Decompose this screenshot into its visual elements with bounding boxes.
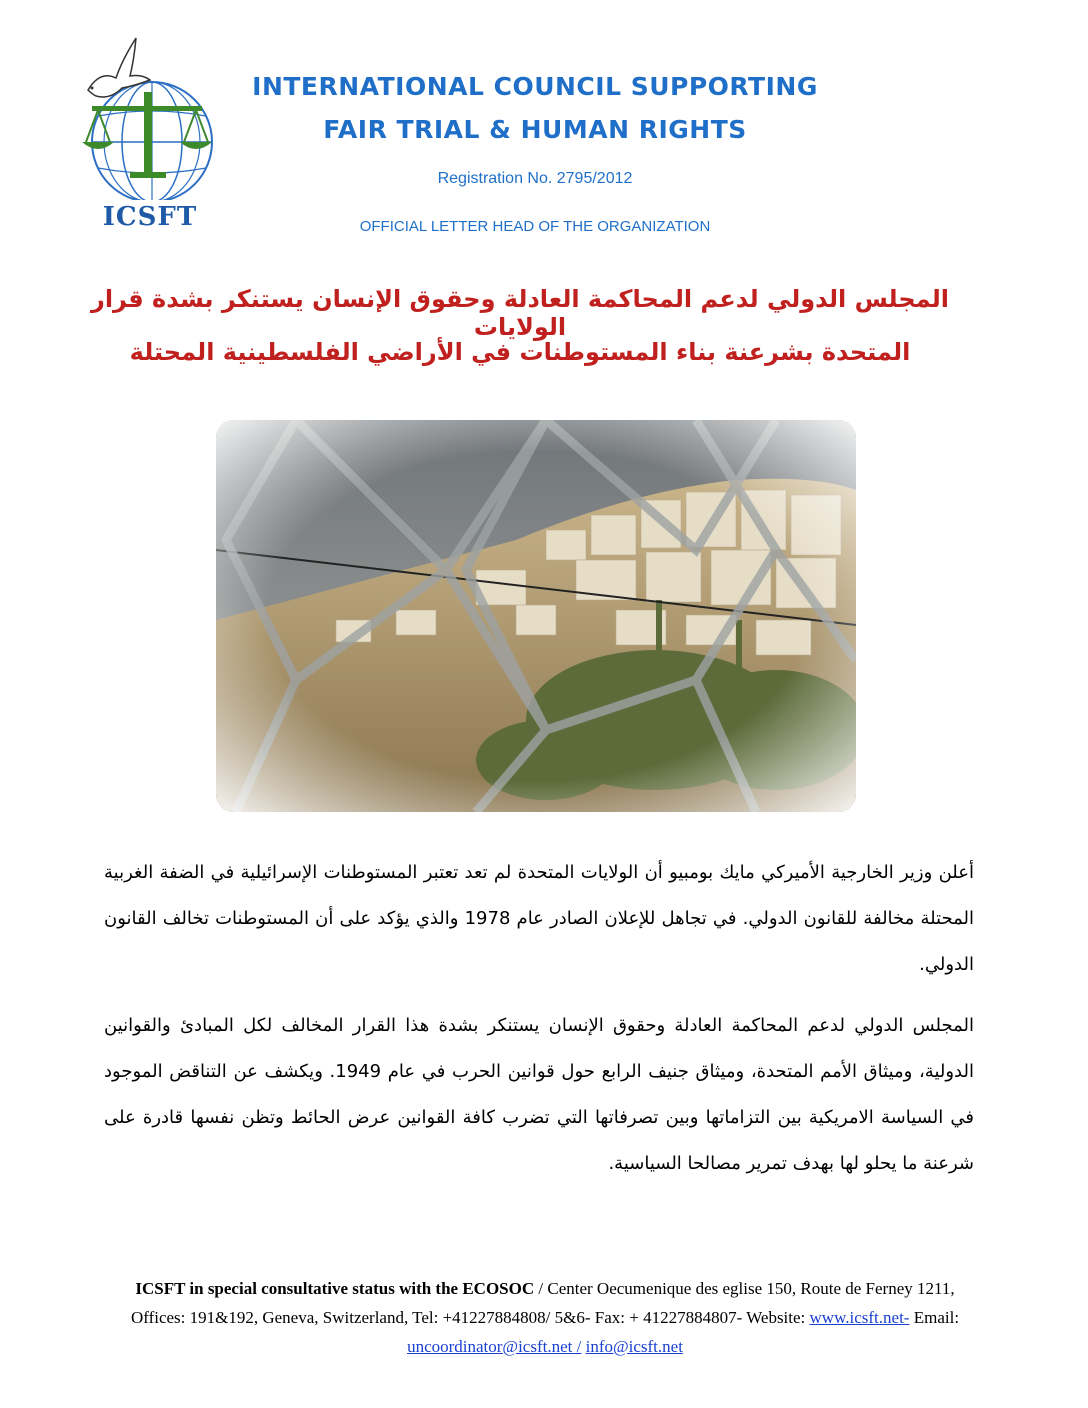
scales-of-justice-icon [82, 92, 212, 178]
footer-contact [130, 1274, 960, 1361]
logo-graphic [70, 30, 230, 200]
organization-name-line2: FAIR TRIAL & HUMAN RIGHTS [323, 115, 747, 144]
footer-address: / Center Oecumenique des eglise 150, Route de Ferney 1211, Offices: 191&192, Geneva, Switzerland, Tel: +41227884808/ 5&6- Fax: + 41227884807- Website: [130, 1279, 955, 1327]
letterhead-label: OFFICIAL LETTER HEAD OF THE ORGANIZATION [359, 218, 711, 235]
footer-consultative-status: ICSFT in special consultative status with the ECOSOC [135, 1279, 535, 1298]
logo-text: ICSFT [102, 202, 198, 232]
footer-email-label: Email: [909, 1308, 960, 1327]
body-paragraph-1: أعلن وزير الخارجية الأميركي مايك بومبيو أن الولايات المتحدة لم تعد تعتبر المستوطنات الإسرائيلية في الضفة الغربية المحتلة مخالفة للقانون الدولي. في تجاهل للإعلان الصادر عام 1978 والذي يؤكد على أن المستوطنات تخالف القانون الدولي. [104, 862, 974, 975]
body-paragraph-2: المجلس الدولي لدعم المحاكمة العادلة وحقوق الإنسان يستنكر بشدة هذا القرار المخالف لكل المبادئ والقوانين الدولية، وميثاق الأمم المتحدة، وميثاق جنيف الرابع حول قوانين الحرب في عام 1949. ويكشف عن التناقض الموجود في السياسة الامريكية بين التزاماتها وبين تصرفاتها التي تضرب كافة القوانين عرض الحائط وتظن نفسها قادرة على شرعنة ما يحلو لها بهدف تمرير مصالحا السياسية. [104, 1015, 974, 1174]
organization-name-line1: INTERNATIONAL COUNCIL SUPPORTING [252, 72, 818, 101]
headline-line1: المجلس الدولي لدعم المحاكمة العادلة وحقوق الإنسان يستنكر بشدة قرار الولايات [91, 285, 949, 341]
email-link-coordinator[interactable]: uncoordinator@icsft.net / [407, 1337, 582, 1356]
website-link[interactable]: www.icsft.net- [809, 1308, 910, 1327]
settlement-photo [216, 420, 856, 812]
settlement-photo-icon [216, 420, 856, 812]
organization-logo [70, 30, 230, 240]
registration-number: Registration No. 2795/2012 [437, 170, 633, 187]
email-link-info[interactable]: info@icsft.net [585, 1337, 683, 1356]
dove-icon [88, 38, 150, 97]
headline-line2: المتحدة بشرعنة بناء المستوطنات في الأراضي الفلسطينية المحتلة [129, 338, 911, 366]
